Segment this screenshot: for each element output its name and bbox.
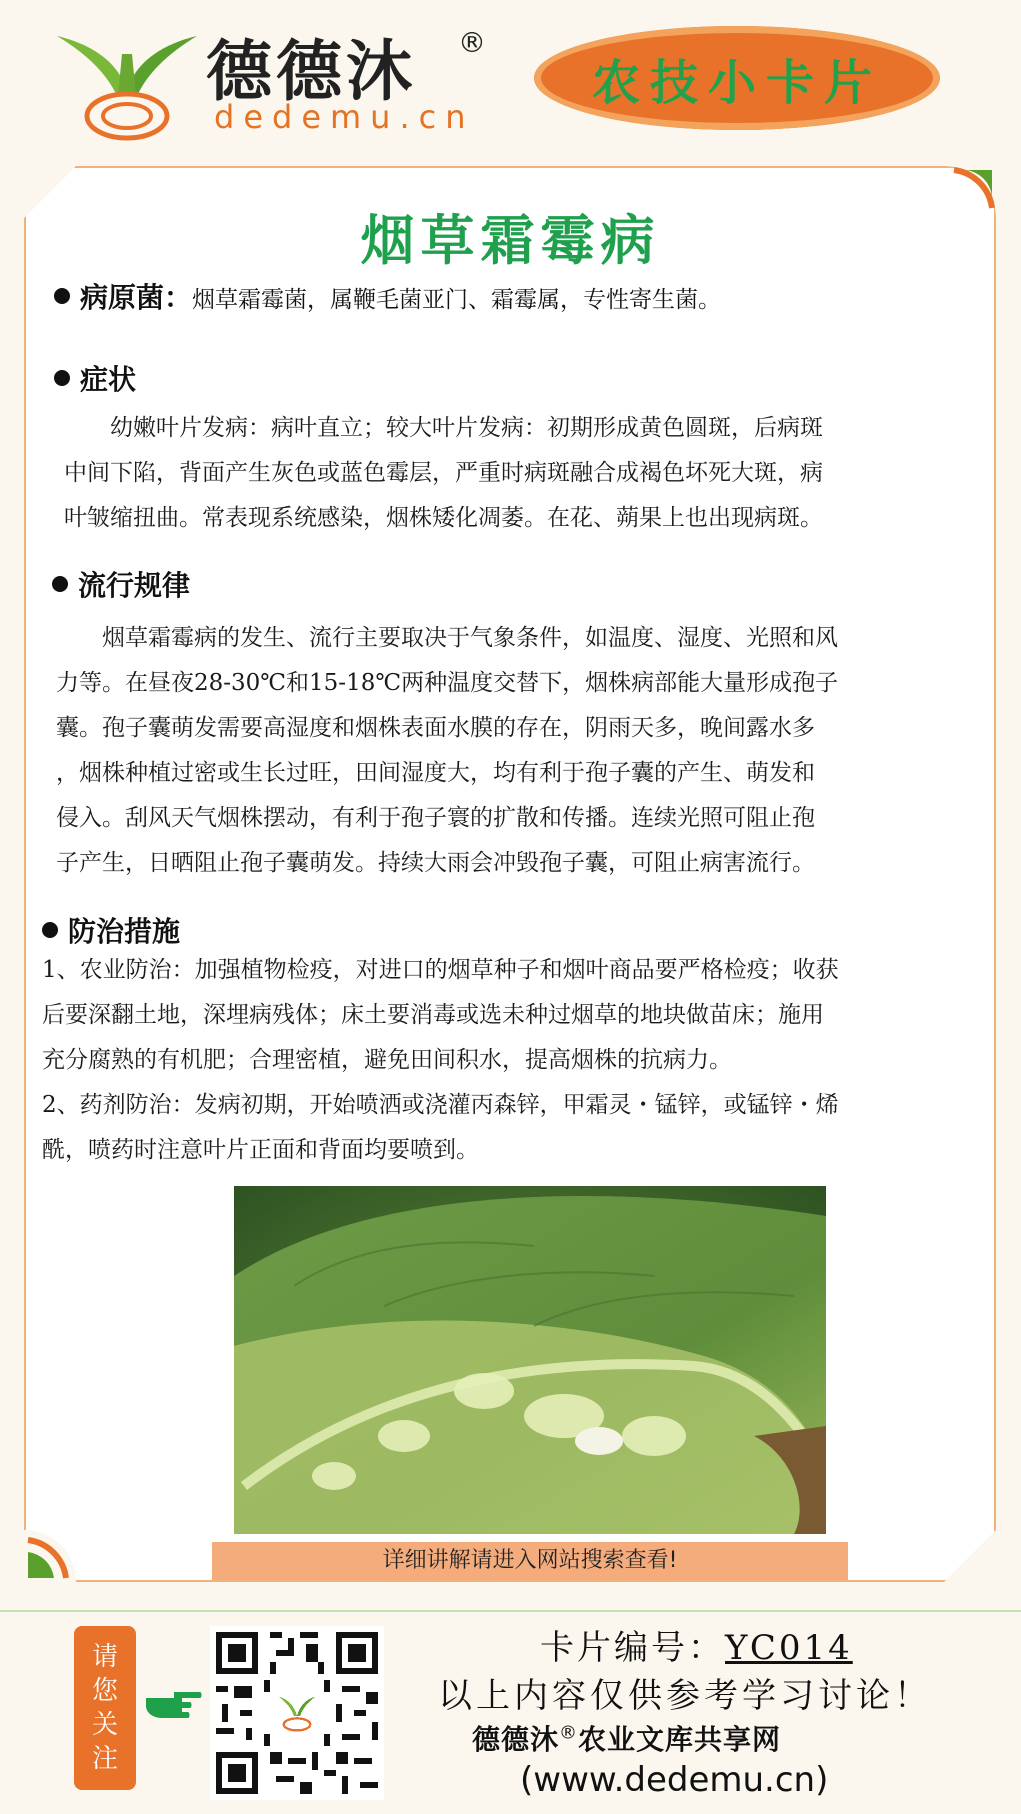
control-line: 1、农业防治：加强植物检疫，对进口的烟草种子和烟叶商品要严格检疫；收获 [42, 957, 839, 983]
control-heading: 防治措施 [68, 915, 181, 948]
brand-name: 德德沐 [206, 33, 416, 110]
epidemic-line: 侵入。刮风天气烟株摆动，有利于孢子寰的扩散和传播。连续光照可阻止孢 [56, 805, 815, 831]
follow-char: 关 [91, 1710, 118, 1740]
symptoms-paragraph [64, 406, 964, 541]
library-name [472, 1718, 781, 1758]
control-line: 2、药剂防治：发病初期，开始喷洒或浇灌丙森锌，甲霜灵・锰锌，或锰锌・烯 [42, 1092, 839, 1118]
card-number [540, 1620, 853, 1669]
corner-decoration-bottom-right [944, 1530, 996, 1582]
symptoms-heading-row [54, 358, 136, 398]
epidemic-line: 子产生，日晒阻止孢子囊萌发。持续大雨会冲毁孢子囊，可阻止病害流行。 [56, 850, 815, 876]
library-prefix: 德德沐 [472, 1723, 560, 1756]
follow-us-badge [74, 1626, 136, 1790]
pathogen-section [54, 276, 721, 316]
qr-code[interactable] [210, 1626, 384, 1800]
header-badge [534, 26, 940, 130]
card-number-value: YC014 [725, 1628, 853, 1668]
epidemic-paragraph [56, 616, 966, 886]
bullet-icon [52, 576, 68, 592]
library-suffix: 农业文库共享网 [578, 1723, 782, 1756]
follow-char: 注 [91, 1744, 118, 1774]
bullet-icon [42, 922, 58, 938]
epidemic-line: 烟草霜霉病的发生、流行主要取决于气象条件，如温度、湿度、光照和风 [102, 625, 838, 651]
website-search-banner[interactable]: 详细讲解请进入网站搜索查看! [212, 1542, 848, 1580]
symptoms-line: 幼嫩叶片发病：病叶直立；较大叶片发病：初期形成黄色圆斑，后病斑 [110, 415, 823, 441]
card-number-label: 卡片编号： [540, 1628, 725, 1668]
diseased-leaf-photo [234, 1186, 826, 1534]
footer-divider [0, 1610, 1021, 1612]
website-link[interactable]: (www.dedemu.cn) [520, 1760, 829, 1800]
follow-char: 您 [91, 1676, 118, 1706]
epidemic-line: 囊。孢子囊萌发需要高湿度和烟株表面水膜的存在，阴雨天多，晚间露水多 [56, 715, 815, 741]
epidemic-heading: 流行规律 [78, 569, 191, 602]
follow-char: 请 [91, 1642, 118, 1672]
control-line: 充分腐熟的有机肥；合理密植，避免田间积水，提高烟株的抗病力。 [42, 1047, 732, 1073]
epidemic-line: ，烟株种植过密或生长过旺，田间湿度大，均有利于孢子囊的产生、萌发和 [56, 760, 815, 786]
symptoms-line: 中间下陷，背面产生灰色或蓝色霉层，严重时病斑融合成褐色坏死大斑，病 [64, 460, 823, 486]
symptoms-line: 叶皱缩扭曲。常表现系统感染，烟株矮化凋萎。在花、蒴果上也出现病斑。 [64, 505, 823, 531]
control-paragraph [42, 948, 982, 1173]
bullet-icon [54, 370, 70, 386]
page-title: 烟草霜霉病 [360, 209, 661, 272]
epidemic-heading-row [52, 564, 190, 604]
bullet-icon [54, 288, 70, 304]
epidemic-line: 力等。在昼夜28-30℃和15-18℃两种温度交替下，烟株病部能大量形成孢子 [56, 670, 839, 696]
dedemu-logo [52, 24, 202, 144]
library-registered-mark: ® [559, 1722, 579, 1744]
symptoms-heading: 症状 [80, 363, 137, 396]
disclaimer-text: 以上内容仅供参考学习讨论！ [438, 1676, 932, 1716]
pathogen-heading: 病原菌： [80, 281, 193, 314]
brand-url: dedemu.cn [214, 98, 475, 136]
control-line: 后要深翻土地，深埋病残体；床土要消毒或选未种过烟草的地块做苗床；施用 [42, 1002, 824, 1028]
pathogen-text: 烟草霜霉菌，属鞭毛菌亚门、霜霉属，专性寄生菌。 [192, 287, 722, 313]
header-badge-label: 农技小卡片 [591, 54, 882, 111]
pointing-hand-icon [144, 1688, 202, 1722]
control-heading-row [42, 910, 180, 950]
control-line: 酰，喷药时注意叶片正面和背面均要喷到。 [42, 1137, 479, 1163]
corner-decoration-bottom-left [24, 1530, 76, 1582]
brand-registered-mark: ® [458, 26, 486, 59]
